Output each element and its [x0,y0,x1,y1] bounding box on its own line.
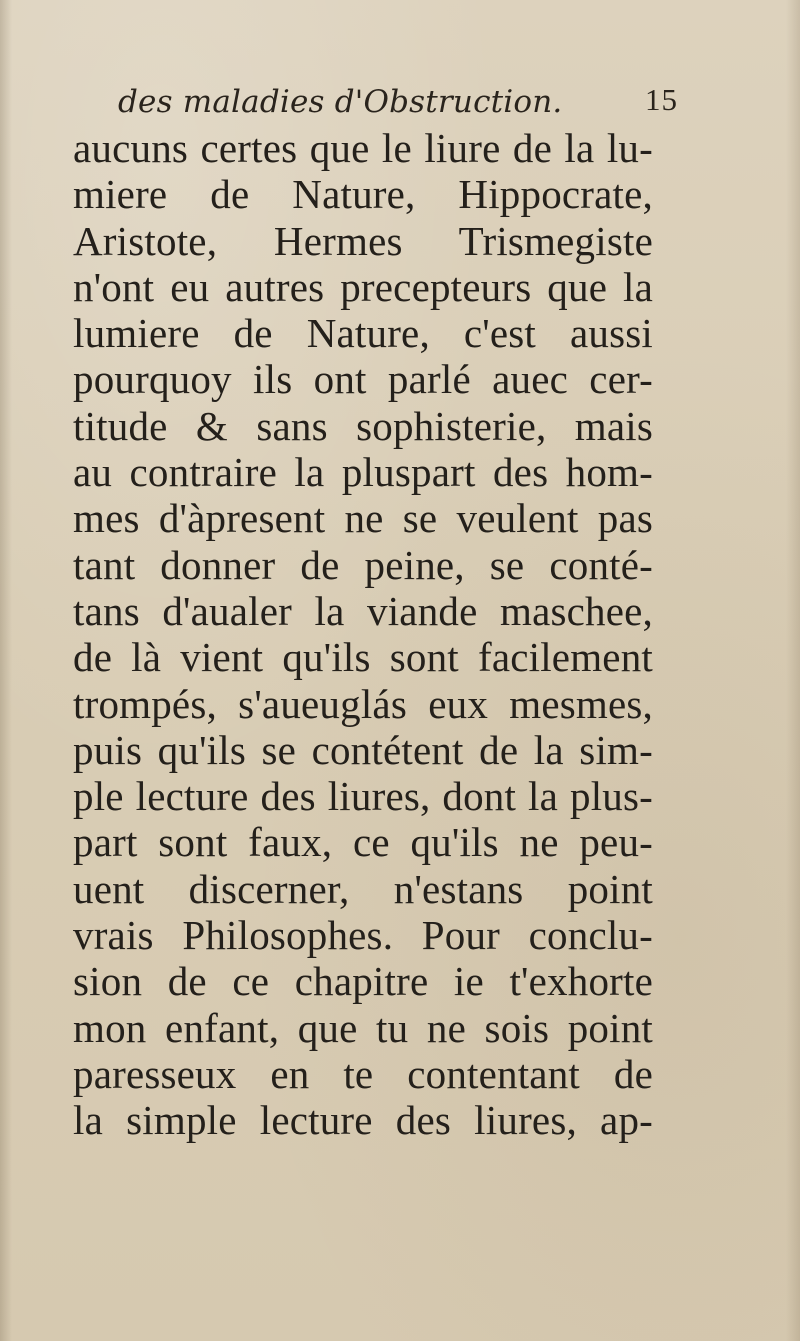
text-line-21: paresseux en te contentant de [73,1050,653,1097]
page-header [118,82,678,130]
body-text [73,125,653,1144]
text-line-15: ple lecture des liures, dont la plus- [73,773,653,820]
text-line-10: tant donner de peine, se conté- [73,541,653,588]
running-head: des maladies d'Obstruction. [118,84,563,120]
text-line-8: au contraire la pluspart des hom- [73,449,653,496]
text-line-1: aucuns certes que le liure de la lu- [73,125,653,171]
text-line-14: puis qu'ils se contétent de la sim- [73,726,653,773]
text-line-7: titude & sans sophisterie, mais [73,402,653,449]
text-line-16: part sont faux, ce qu'ils ne peu- [73,819,653,866]
text-line-3: Aristote, Hermes Trismegiste [73,217,653,264]
text-line-18: vrais Philosophes. Pour conclu- [73,912,653,959]
text-line-2: miere de Nature, Hippocrate, [73,171,653,218]
text-line-19: sion de ce chapitre ie t'exhorte [73,958,653,1005]
text-line-17: uent discerner, n'estans point [73,865,653,912]
left-page-edge-shadow [0,0,12,1341]
text-line-20: mon enfant, que tu ne sois point [73,1004,653,1051]
page-number: 15 [645,82,678,117]
text-line-4: n'ont eu autres precepteurs que la [73,263,653,310]
text-line-6: pourquoy ils ont parlé auec cer- [73,356,653,403]
right-page-edge-shadow [786,0,800,1341]
text-line-5: lumiere de Nature, c'est aussi [73,310,653,357]
text-line-11: tans d'aualer la viande maschee, [73,587,653,634]
text-line-22: la simple lecture des liures, ap- [73,1097,653,1144]
text-line-12: de là vient qu'ils sont facilement [73,634,653,681]
text-line-13: trompés, s'aueuglás eux mesmes, [73,680,653,727]
text-line-9: mes d'àpresent ne se veulent pas [73,495,653,542]
